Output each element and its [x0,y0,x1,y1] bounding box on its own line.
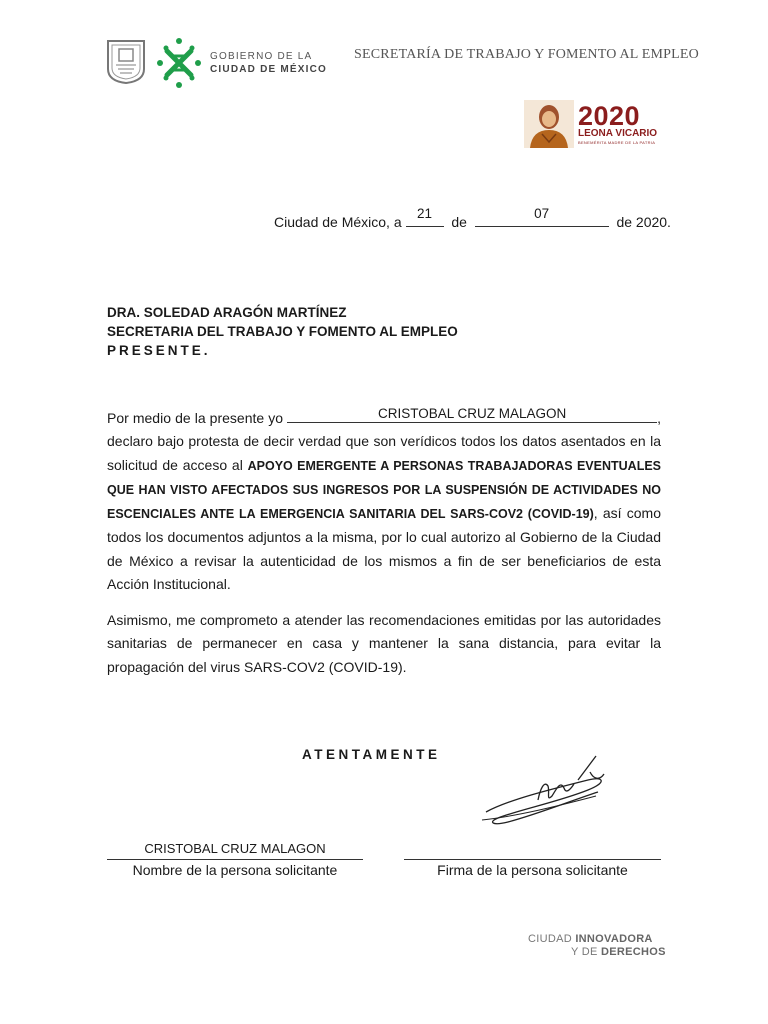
p1-start: Por medio de la presente yo [107,410,284,426]
presente: PRESENTE. [107,343,211,358]
addressee-block [107,303,458,360]
government-name [210,50,327,76]
lv-name: LEONA VICARIO [578,128,658,139]
month-value: 07 [534,206,550,221]
handwritten-signature [478,750,618,836]
p1-part-b: , así como todos los documentos adjuntos a la misma, por lo cual autorizo al Gobierno de la Ciudad de México a revisar la autenticidad de los mismos a fin de ser beneficiarios de esta Acción Institucional. [107,505,661,593]
atentamente: ATENTAMENTE [302,747,441,762]
month-field [475,206,609,227]
lv-year: 2020 [578,101,641,131]
day-value: 21 [417,206,433,221]
footer-slogan [528,933,666,959]
signature-line [404,859,661,860]
gov-line-2: CIUDAD DE MÉXICO [210,64,327,75]
signature-label: Firma de la persona solicitante [437,862,628,878]
commitment-paragraph: Asimismo, me comprometo a atender las recomendaciones emitidas por las autoridades sanitarias de permanecer en casa y mantener la sana distancia, para evitar la propagación del virus SARS-COV2 (COVID-19). [107,612,661,675]
gov-line-1: GOBIERNO DE LA [210,51,313,62]
applicant-name-value: CRISTOBAL CRUZ MALAGON [144,841,326,856]
addressee-name: DRA. SOLEDAD ARAGÓN MARTÍNEZ [107,305,347,320]
declaration-paragraph [107,407,661,596]
cdmx-logo-icon [157,36,201,90]
day-field [406,206,444,227]
date-suffix: de 2020. [616,214,671,230]
date-prefix: Ciudad de México, a [274,214,402,230]
lv-subtitle: BENEMÉRITA MADRE DE LA PATRIA [578,140,656,145]
secretaria-header: SECRETARÍA DE TRABAJO Y FOMENTO AL EMPLEO [354,47,699,62]
name-line [107,859,363,860]
p1-part-a: , declaro bajo protesta de decir verdad que son verídicos todos los datos asentados en la solicitud de acceso al [107,410,661,473]
date-de: de [451,214,467,230]
coat-of-arms-icon [106,39,146,85]
p1-bold-program: APOYO EMERGENTE A PERSONAS TRABAJADORAS EVENTUALES QUE HAN VISTO AFECTADOS SUS INGRESOS POR LA SUSPENSIÓN DE ACTIVIDADES NO ESCENCIALES ANTE LA EMERGENCIA SANITARIA DEL SARS-COV2 (COVID-19) [107,458,662,522]
addressee-role: SECRETARIA DEL TRABAJO Y FOMENTO AL EMPLEO [107,324,458,339]
date-line [274,206,671,230]
name-label: Nombre de la persona solicitante [132,862,338,878]
applicant-field [287,408,657,423]
applicant-value: CRISTOBAL CRUZ MALAGON [377,406,567,421]
footer-l1a: CIUDAD [528,933,572,945]
footer-l2a: Y DE [571,946,598,958]
footer-l1b: INNOVADORA [575,933,653,945]
footer-l2b: DERECHOS [601,946,666,958]
leona-vicario-portrait-icon [524,100,574,148]
